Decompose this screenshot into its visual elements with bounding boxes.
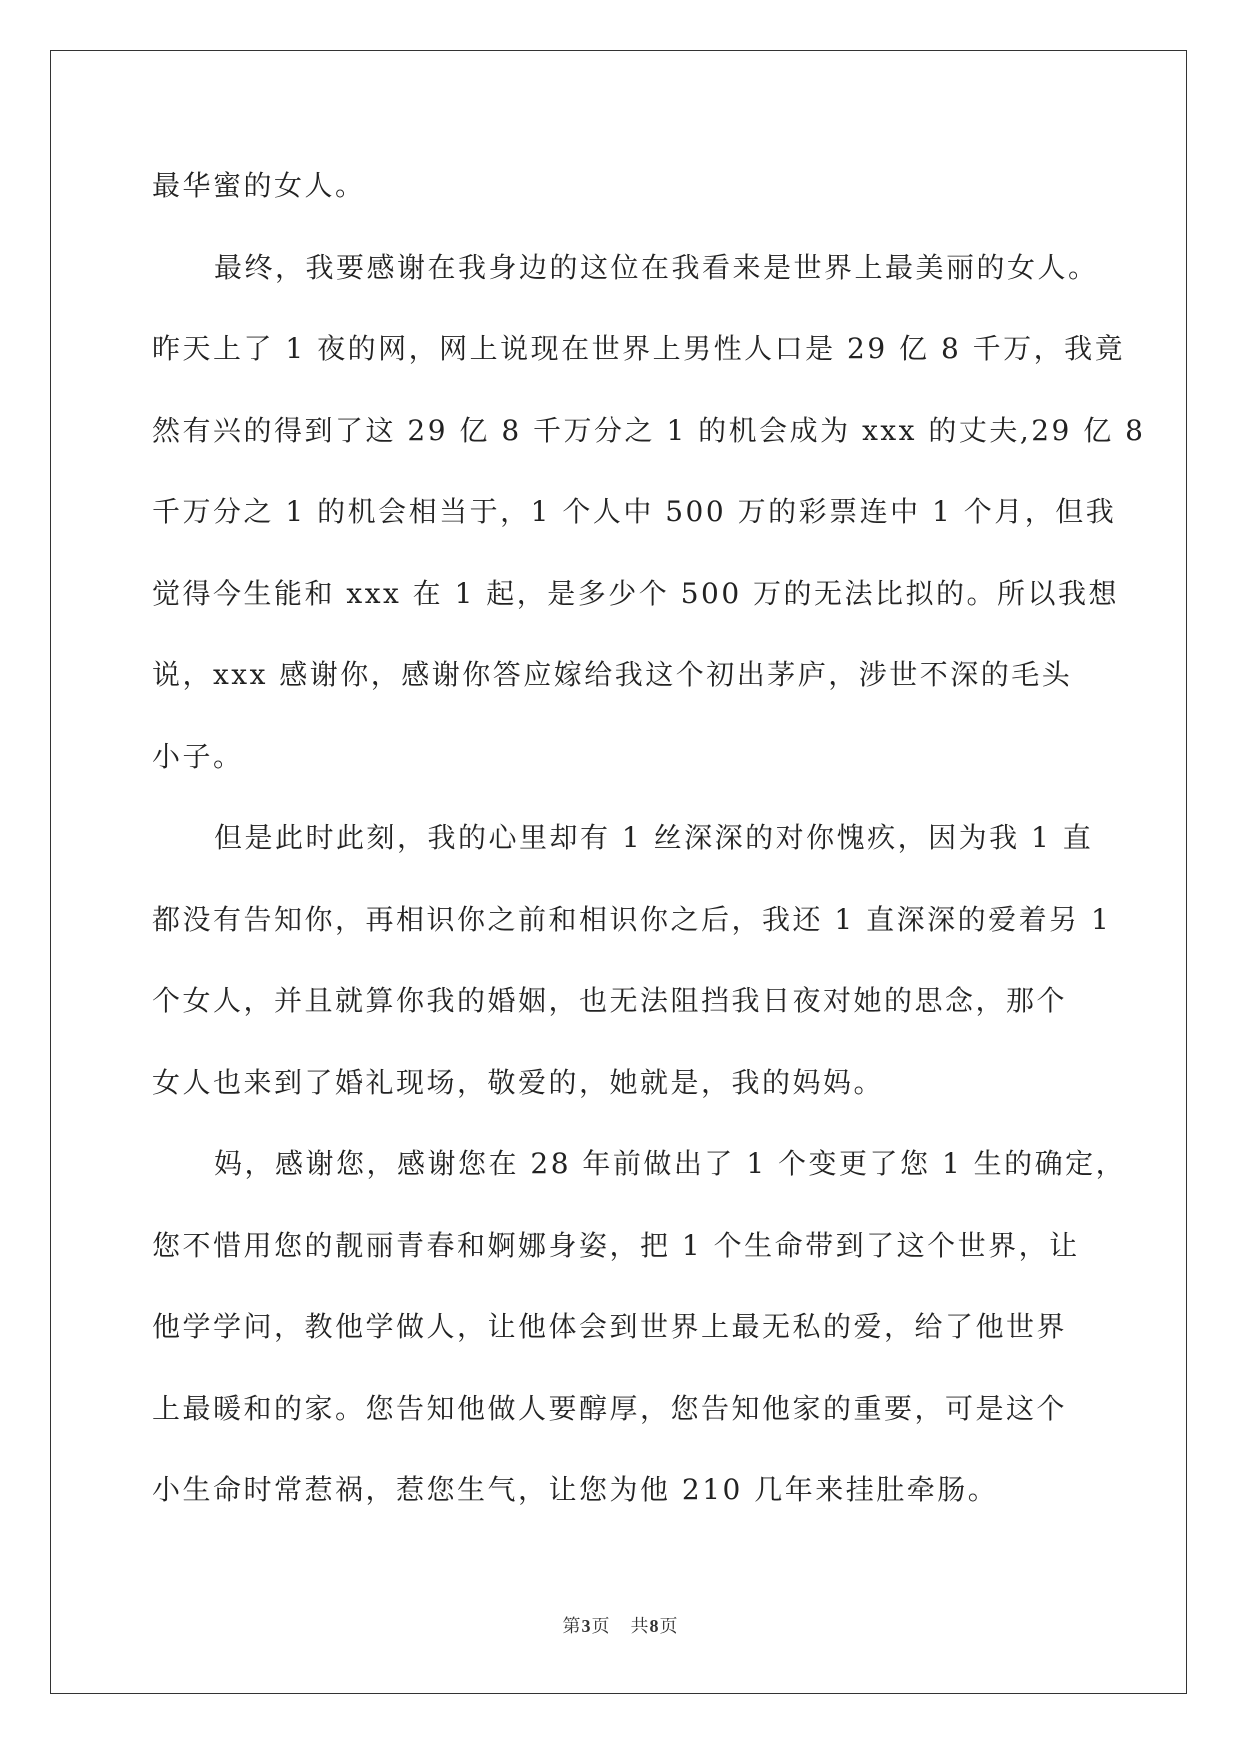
page-number-prefix: 第 (562, 1616, 582, 1637)
text-line: 小生命时常惹祸，惹您生气，让您为他 210 几年来挂肚牵肠。 (152, 1473, 999, 1506)
document-body (152, 145, 1146, 1531)
text-line: 他学学问，教他学做人，让他体会到世界上最无私的爱，给了他世界 (152, 1310, 1068, 1343)
text-line: 最华蜜的女人。 (152, 169, 366, 202)
text-line: 都没有告知你，再相识你之前和相识你之后，我还 1 直深深的爱着另 1 (152, 902, 1112, 936)
text-line: 您不惜用您的靓丽青春和婀娜身姿，把 1 个生命带到了这个世界，让 (152, 1228, 1080, 1262)
text-line: 但是此时此刻，我的心里却有 1 丝深深的对你愧疚，因为我 1 直 (214, 821, 1094, 854)
text-line: 千万分之 1 的机会相当于，1 个人中 500 万的彩票连中 1 个月，但我 (152, 495, 1117, 528)
text-line: 女人也来到了婚礼现场，敬爱的，她就是，我的妈妈。 (152, 1065, 885, 1099)
text-line: 最终，我要感谢在我身边的这位在我看来是世界上最美丽的女人。 (214, 250, 1099, 284)
page-number-suffix: 页 (591, 1616, 611, 1637)
text-line: 说，xxx 感谢你，感谢你答应嫁给我这个初出茅庐，涉世不深的毛头 (152, 658, 1073, 691)
text-line: 然有兴的得到了这 29 亿 8 千万分之 1 的机会成为 xxx 的丈夫,29 亿 8 (152, 413, 1146, 447)
text-line: 小子。 (152, 739, 244, 773)
page-footer (0, 1612, 1241, 1638)
text-line: 昨天上了 1 夜的网，网上说现在世界上男性人口是 29 亿 8 千万，我竟 (152, 332, 1126, 365)
total-pages-suffix: 页 (659, 1616, 679, 1637)
current-page-number: 3 (581, 1616, 592, 1636)
text-line: 妈，感谢您，感谢您在 28 年前做出了 1 个变更了您 1 生的确定， (214, 1147, 1127, 1180)
text-line: 个女人，并且就算你我的婚姻，也无法阻挡我日夜对她的思念，那个 (152, 984, 1068, 1017)
total-pages-number: 8 (649, 1616, 660, 1636)
total-pages-prefix: 共 (630, 1616, 650, 1637)
text-line: 上最暖和的家。您告知他做人要醇厚，您告知他家的重要，可是这个 (152, 1391, 1068, 1425)
text-line: 觉得今生能和 xxx 在 1 起，是多少个 500 万的无法比拟的。所以我想 (152, 576, 1120, 610)
